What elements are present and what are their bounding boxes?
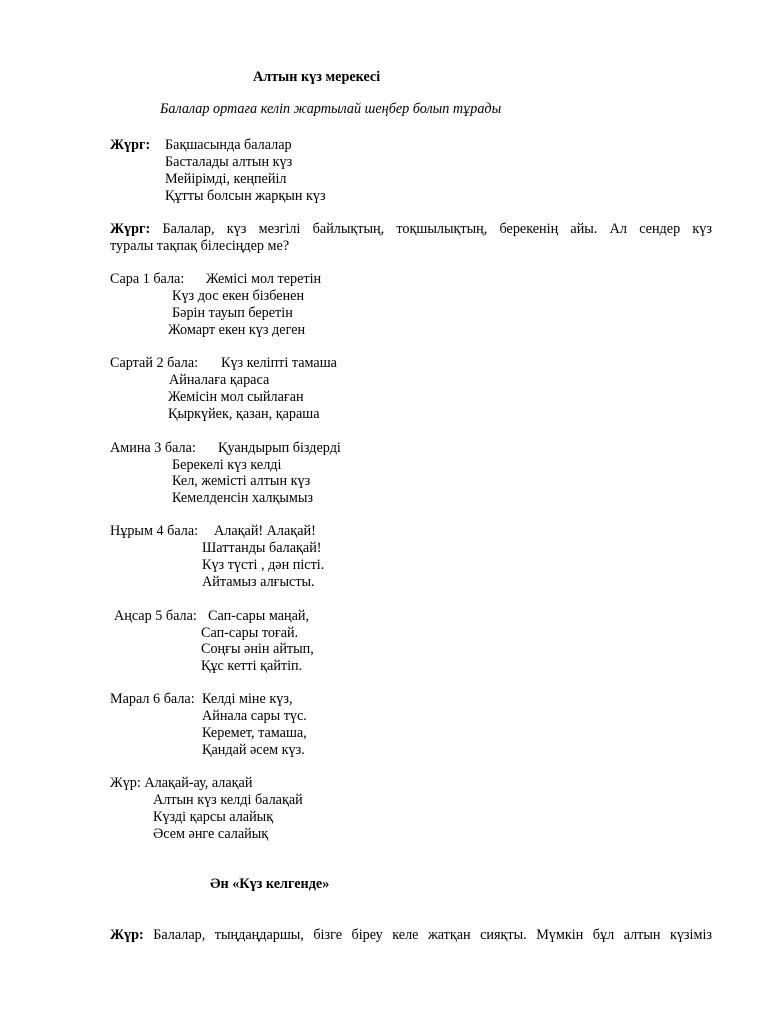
poem-line: Жемісі мол теретін <box>206 271 322 287</box>
poem-line: Қуандырып біздерді <box>218 440 341 456</box>
speech1-text: Балалар, күз мезгілі байлықтың, тоқшылықтың, берекенің айы. Ал сендер күз <box>162 221 713 237</box>
intro-line: Бақшасында балалар <box>165 137 292 153</box>
poem-line: Сап-сары маңай, <box>208 608 310 624</box>
poem-speaker: Сара 1 бала: <box>110 271 185 287</box>
speech1-speaker: Жүрг: <box>110 221 151 237</box>
poem-line: Айналаға қараса <box>169 372 270 388</box>
poem-line: Күз келіпті тамаша <box>221 355 337 371</box>
speech1-line1 <box>110 221 712 238</box>
poem-speaker: Марал 6 бала: <box>110 691 195 707</box>
stage-direction: Балалар ортаға келіп жартылай шеңбер болып тұрады <box>160 101 502 117</box>
speech1-line2: туралы тақпақ білесіңдер ме? <box>110 238 290 254</box>
poem-speaker: Нұрым 4 бала: <box>110 523 199 539</box>
poem-speaker: Аңсар 5 бала: <box>114 608 197 624</box>
closing-line: Әсем әнге салайық <box>153 826 269 842</box>
intro-line: Құтты болсын жарқын күз <box>165 188 326 204</box>
poem-line: Кемелденсін халқымыз <box>172 490 314 506</box>
poem-line: Кел, жемісті алтын күз <box>172 473 311 489</box>
final-text: Балалар, тыңдаңдаршы, бізге біреу келе жатқан сияқты. Мүмкін бұл алтын күзіміз <box>153 927 713 943</box>
poem-line: Алақай! Алақай! <box>214 523 316 539</box>
poem-line: Қандай әсем күз. <box>202 742 305 758</box>
poem-line: Бәрін тауып беретін <box>172 305 293 321</box>
poem-line: Күз дос екен бізбенен <box>172 288 305 304</box>
poem-line: Соңғы әнін айтып, <box>201 641 314 657</box>
song-heading: Ән «Күз келгенде» <box>210 876 330 892</box>
poem-line: Жомарт екен күз деген <box>168 322 306 338</box>
poem-line: Келді міне күз, <box>202 691 293 707</box>
final-speaker: Жүр: <box>110 927 144 943</box>
poem-line: Керемет, тамаша, <box>202 725 307 741</box>
poem-line: Құс кетті қайтіп. <box>201 658 303 674</box>
poem-line: Шаттанды балақай! <box>202 540 322 556</box>
intro-line: Мейірімді, кеңпейіл <box>165 171 287 187</box>
closing-line: Күзді қарсы алайық <box>153 809 274 825</box>
poem-line: Айтамыз алғысты. <box>202 574 315 590</box>
poem-line: Қыркүйек, қазан, қараша <box>168 406 320 422</box>
closing-line: Алтын күз келді балақай <box>153 792 303 808</box>
intro-speaker: Жүрг: <box>110 137 151 153</box>
poem-speaker: Амина 3 бала: <box>110 440 196 456</box>
poem-speaker: Сартай 2 бала: <box>110 355 199 371</box>
poem-line: Айнала сары түс. <box>202 708 307 724</box>
intro-line: Басталады алтын күз <box>165 154 293 170</box>
poem-line: Сап-сары тоғай. <box>201 625 299 641</box>
closing-line: Жүр: Алақай-ау, алақай <box>110 775 253 791</box>
poem-line: Күз түсті , дән пісті. <box>202 557 325 573</box>
poem-line: Берекелі күз келді <box>172 457 282 473</box>
poem-line: Жемісін мол сыйлаған <box>168 389 304 405</box>
final-line <box>110 927 712 944</box>
document-title: Алтын күз мерекесі <box>253 69 381 85</box>
